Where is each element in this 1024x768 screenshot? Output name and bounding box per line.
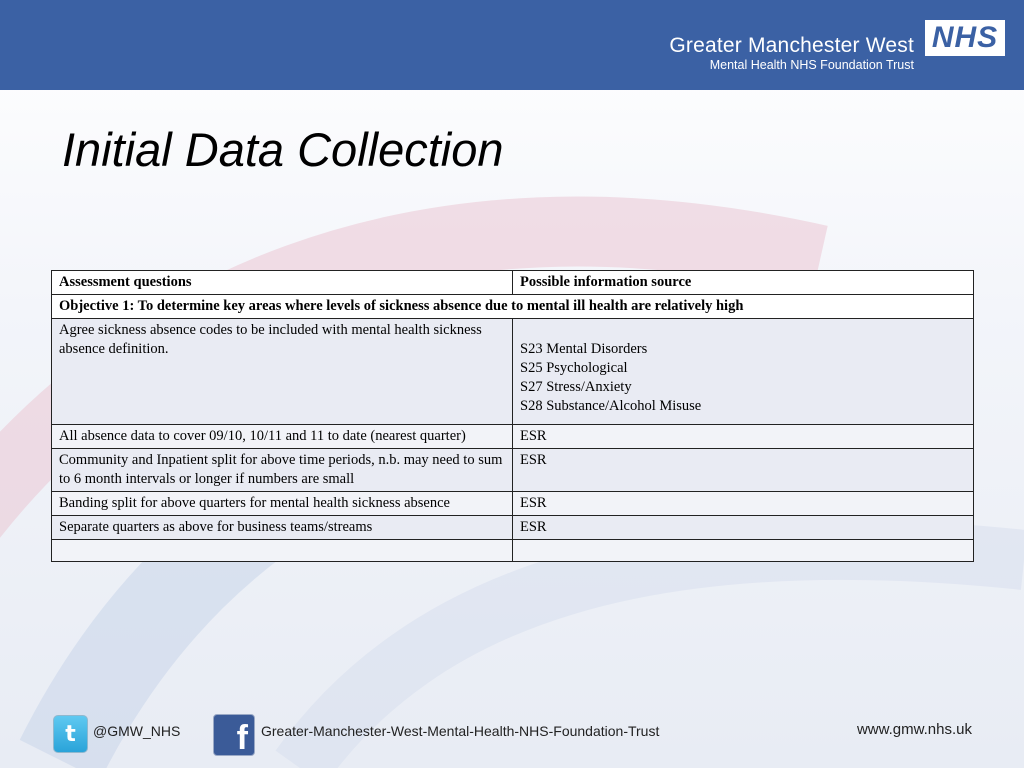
column-header-source: Possible information source — [513, 271, 974, 295]
question-cell — [52, 540, 513, 562]
table-row — [52, 425, 974, 449]
table-row — [52, 540, 974, 562]
source-cell — [513, 319, 974, 425]
nhs-logo — [925, 20, 1005, 56]
facebook-icon-glyph: f — [236, 719, 248, 757]
slide-title: Initial Data Collection — [62, 123, 504, 176]
source-line: S27 Stress/Anxiety — [520, 379, 632, 395]
source-cell — [513, 516, 974, 540]
website-link[interactable]: www.gmw.nhs.uk — [856, 721, 972, 738]
source-cell — [513, 540, 974, 562]
slide-header — [0, 0, 1024, 90]
facebook-page-link[interactable]: Greater-Manchester-West-Mental-Health-NHS-Foundation-Trust — [261, 723, 660, 739]
source-line: S25 Psychological — [520, 360, 628, 376]
source-line: ESR — [520, 519, 547, 535]
twitter-handle[interactable]: @GMW_NHS — [93, 723, 181, 739]
question-cell: All absence data to cover 09/10, 10/11 and 11 to date (nearest quarter) — [52, 425, 513, 449]
source-line: ESR — [520, 428, 547, 444]
slide-footer — [0, 705, 1024, 768]
twitter-icon-glyph: t — [65, 721, 76, 747]
source-line: S28 Substance/Alcohol Misuse — [520, 398, 702, 414]
source-cell — [513, 492, 974, 516]
table-row — [52, 319, 974, 425]
facebook-icon[interactable] — [213, 714, 255, 756]
assessment-table — [51, 270, 974, 562]
org-name: Greater Manchester West — [669, 34, 914, 57]
org-subtitle: Mental Health NHS Foundation Trust — [709, 58, 914, 72]
objective-row — [52, 295, 974, 319]
source-line: ESR — [520, 495, 547, 511]
source-line: ESR — [520, 452, 547, 468]
source-cell — [513, 425, 974, 449]
question-cell: Banding split for above quarters for mental health sickness absence — [52, 492, 513, 516]
source-cell — [513, 449, 974, 492]
table-row — [52, 449, 974, 492]
table-header-row — [52, 271, 974, 295]
table-row — [52, 492, 974, 516]
twitter-icon[interactable] — [53, 715, 88, 753]
question-cell: Separate quarters as above for business teams/streams — [52, 516, 513, 540]
question-cell: Agree sickness absence codes to be included with mental health sickness absence definition. — [52, 319, 513, 425]
question-cell: Community and Inpatient split for above time periods, n.b. may need to sum to 6 month intervals or longer if numbers are small — [52, 449, 513, 492]
objective-text: Objective 1: To determine key areas where levels of sickness absence due to mental ill health are relatively high — [52, 295, 974, 319]
table-row — [52, 516, 974, 540]
column-header-questions: Assessment questions — [52, 271, 513, 295]
source-line: S23 Mental Disorders — [520, 341, 648, 357]
nhs-logo-text: NHS — [931, 21, 999, 54]
